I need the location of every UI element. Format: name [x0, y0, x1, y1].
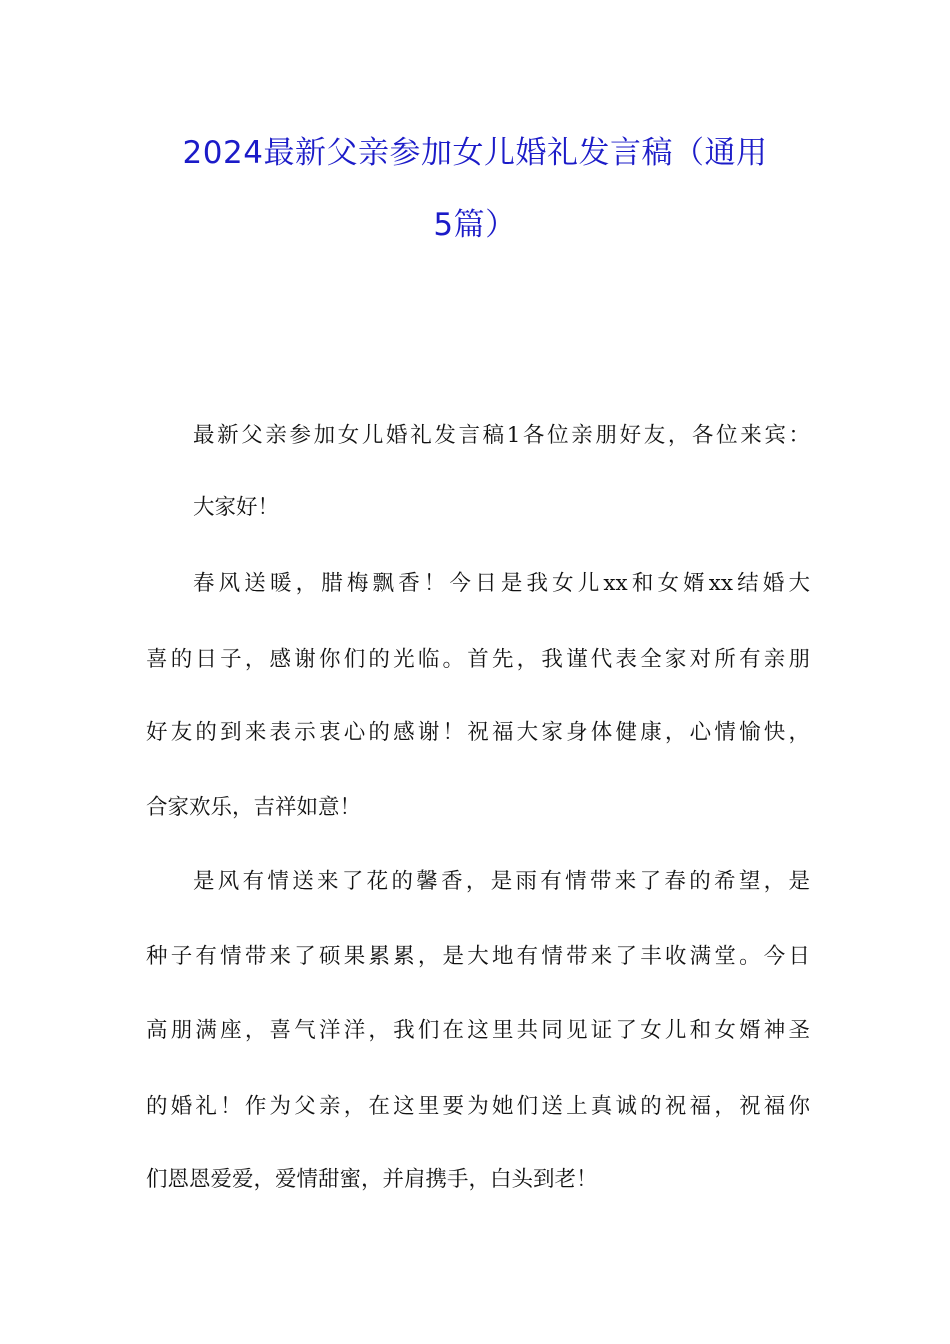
paragraph-line: 最新父亲参加女儿婚礼发言稿1各位亲朋好友，各位来宾：	[193, 423, 810, 448]
document-title-line-2: 5篇）	[433, 207, 517, 243]
paragraph-line: 大家好！	[193, 495, 280, 520]
paragraph-line: 好友的到来表示衷心的感谢！祝福大家身体健康，心情愉快，	[146, 720, 810, 745]
document-title-line-1: 2024最新父亲参加女儿婚礼发言稿（通用	[182, 135, 768, 171]
paragraph-line: 春风送暖，腊梅飘香！今日是我女儿xx和女婿xx结婚大	[193, 571, 810, 596]
paragraph-line: 合家欢乐，吉祥如意！	[146, 795, 362, 820]
paragraph-line: 喜的日子，感谢你们的光临。首先，我谨代表全家对所有亲朋	[146, 647, 810, 672]
paragraph-line: 高朋满座，喜气洋洋，我们在这里共同见证了女儿和女婿神圣	[146, 1018, 810, 1043]
paragraph-line: 的婚礼！作为父亲，在这里要为她们送上真诚的祝福，祝福你	[146, 1094, 810, 1119]
paragraph-line: 种子有情带来了硕果累累，是大地有情带来了丰收满堂。今日	[146, 944, 810, 969]
paragraph-line: 是风有情送来了花的馨香，是雨有情带来了春的希望，是	[193, 869, 810, 894]
paragraph-line: 们恩恩爱爱，爱情甜蜜，并肩携手，白头到老！	[146, 1167, 598, 1192]
